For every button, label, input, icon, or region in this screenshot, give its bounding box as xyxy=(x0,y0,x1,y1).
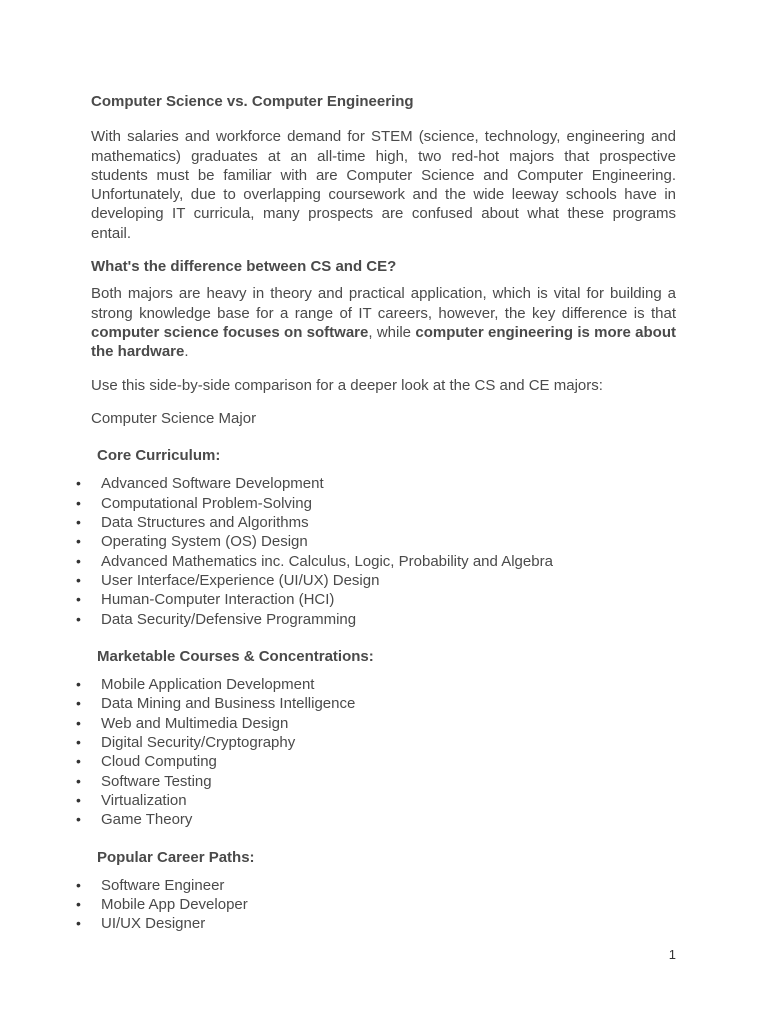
bullet-icon: • xyxy=(76,533,81,550)
list-item-text: Data Mining and Business Intelligence xyxy=(101,695,356,713)
difference-paragraph xyxy=(91,284,676,361)
core-curriculum-heading: Core Curriculum: xyxy=(97,447,221,465)
bullet-icon: • xyxy=(76,552,81,569)
difference-text-1: Both majors are heavy in theory and practical application, which is vital for building a strong knowledge base for a range of IT careers, however, the key difference is that xyxy=(91,285,676,322)
list-item xyxy=(76,772,676,791)
bullet-icon: • xyxy=(76,714,81,731)
list-item xyxy=(76,876,676,895)
list-item-text: Digital Security/Cryptography xyxy=(101,734,296,752)
list-item-text: Software Testing xyxy=(101,772,212,790)
document-title: Computer Science vs. Computer Engineering xyxy=(91,93,414,110)
bullet-icon: • xyxy=(76,514,81,531)
career-paths-list xyxy=(76,876,676,934)
list-item xyxy=(76,571,676,590)
bullet-icon: • xyxy=(76,591,81,608)
list-item-text: Computational Problem-Solving xyxy=(101,494,312,512)
list-item-text: Web and Multimedia Design xyxy=(101,714,289,732)
bullet-icon: • xyxy=(76,695,81,712)
list-item xyxy=(76,513,676,532)
bullet-icon: • xyxy=(76,772,81,789)
list-item-text: Human-Computer Interaction (HCI) xyxy=(101,591,335,609)
difference-bold-hardware: computer engineering is more about the hardware xyxy=(91,323,676,361)
list-item xyxy=(76,895,676,914)
list-item xyxy=(76,791,676,810)
list-item xyxy=(76,810,676,829)
bullet-icon: • xyxy=(76,676,81,693)
comparison-intro: Use this side-by-side comparison for a deeper look at the CS and CE majors: xyxy=(91,376,603,394)
list-item-text: Mobile App Developer xyxy=(101,896,248,914)
bullet-icon: • xyxy=(76,475,81,492)
list-item-text: Data Structures and Algorithms xyxy=(101,514,309,532)
bullet-icon: • xyxy=(76,734,81,751)
list-item xyxy=(76,552,676,571)
list-item-text: Virtualization xyxy=(101,791,187,809)
bullet-icon: • xyxy=(76,915,81,932)
list-item xyxy=(76,733,676,752)
list-item xyxy=(76,694,676,713)
list-item xyxy=(76,474,676,493)
list-item-text: Software Engineer xyxy=(101,876,225,894)
difference-bold-software: computer science focuses on software xyxy=(91,323,369,341)
list-item-text: Cloud Computing xyxy=(101,753,217,771)
list-item-text: Operating System (OS) Design xyxy=(101,533,308,551)
list-item xyxy=(76,532,676,551)
major-label: Computer Science Major xyxy=(91,409,257,427)
list-item-text: Data Security/Defensive Programming xyxy=(101,610,357,628)
list-item-text: Mobile Application Development xyxy=(101,676,315,694)
list-item xyxy=(76,714,676,733)
marketable-courses-list xyxy=(76,675,676,829)
bullet-icon: • xyxy=(76,494,81,511)
list-item xyxy=(76,752,676,771)
list-item-text: User Interface/Experience (UI/UX) Design xyxy=(101,571,380,589)
bullet-icon: • xyxy=(76,791,81,808)
list-item xyxy=(76,590,676,609)
document-content xyxy=(76,92,676,952)
bullet-icon: • xyxy=(76,811,81,828)
difference-text-3: . xyxy=(184,343,189,361)
list-item-text: Advanced Software Development xyxy=(101,475,324,493)
list-item-text: UI/UX Designer xyxy=(101,915,206,933)
bullet-icon: • xyxy=(76,610,81,627)
list-item-text: Advanced Mathematics inc. Calculus, Logic, Probability and Algebra xyxy=(101,552,553,570)
list-item xyxy=(76,914,676,933)
list-item-text: Game Theory xyxy=(101,811,193,829)
bullet-icon: • xyxy=(76,876,81,893)
career-paths-heading: Popular Career Paths: xyxy=(97,848,255,866)
list-item xyxy=(76,675,676,694)
bullet-icon: • xyxy=(76,896,81,913)
difference-text-2: , while xyxy=(368,323,416,341)
difference-heading: What's the difference between CS and CE? xyxy=(91,258,397,276)
marketable-courses-heading: Marketable Courses & Concentrations: xyxy=(97,647,374,665)
bullet-icon: • xyxy=(76,571,81,588)
intro-paragraph: With salaries and workforce demand for STEM (science, technology, engineering and mathematics) graduates at an all-time high, two red-hot majors that prospective students must be familiar with are Computer Science and Computer Engineering. Unfortunately, due to overlapping coursework and the wide leeway schools have in developing IT curricula, many prospects are confused about what these programs entail. xyxy=(91,128,676,242)
bullet-icon: • xyxy=(76,753,81,770)
page-number: 1 xyxy=(668,947,676,962)
list-item xyxy=(76,610,676,629)
list-item xyxy=(76,494,676,513)
core-curriculum-list xyxy=(76,474,676,628)
